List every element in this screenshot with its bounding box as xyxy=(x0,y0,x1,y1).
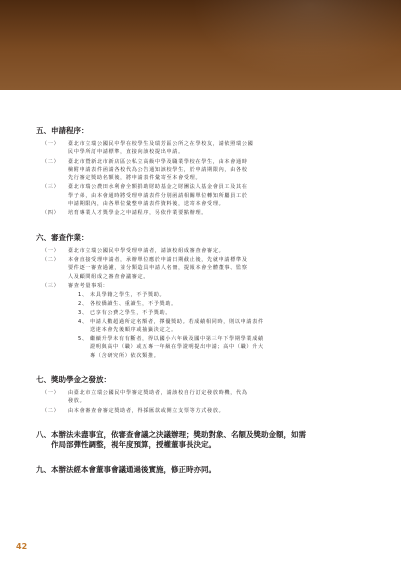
sub-list-item xyxy=(78,309,366,317)
list-item xyxy=(36,209,366,217)
sub-item-number: 4、 xyxy=(78,318,88,325)
section-6-list xyxy=(36,247,366,360)
list-item xyxy=(36,158,366,183)
list-item xyxy=(36,407,366,415)
list-item xyxy=(36,282,366,290)
sub-item-text: 各校僑讀生、重讀生，不予獎助。 xyxy=(90,301,177,308)
item-text: 由本會審查會審定獎助者，得採匯款或開立支票等方式發放。 xyxy=(68,407,225,414)
item-text: 臺北市瑞公農田水利會全額捐助財助基金之財團法人基金會員工及其在 學子弟，由本會通時將受理申請表件分別函請相關單位轉知所屬員工於 申請期限內，由各單位彙整申請表件資料後，送寄本會受理。 xyxy=(68,184,248,208)
item-text: 審查考量事項： xyxy=(68,282,109,289)
document-body xyxy=(36,126,366,479)
section-5-heading: 五、申請程序： xyxy=(36,126,89,135)
sub-item-number: 1、 xyxy=(78,292,88,299)
item-text: 臺北市立瑞公國民中學在校學生及瑞芳區公所之在學校友，請依照瑞公國 民中學所訂申請標準，直接向該校提出申請。 xyxy=(68,141,254,156)
section-6-heading: 六、審查作業： xyxy=(36,232,89,242)
sub-item-text: 繼續升學未有有斷者，得以國小六年級及國中第三年下學期學業成績 證明與高中（職）或五專一年級在學證明提出申請；高中（職）升大 專（含研究所）依次類推。 xyxy=(90,336,264,359)
item-number: （二） xyxy=(42,158,60,165)
section-9-heading: 九、本辦法經本會董事會議通過後實施，修正時亦同。 xyxy=(36,464,216,474)
item-number: （二） xyxy=(42,256,60,263)
item-text: 臺北市暨新北市新店區公私立高級中學及職業學校在學生，由本會通時 檢附申請表件函請各校代為公告通知該校學生，於申請期限內，由各校 先行審定獎助名額後，將申請表件彙寄至本會受理。 xyxy=(68,158,248,182)
item-text: 培育專業人才獎學金之申請程序，另依作業要點辦理。 xyxy=(68,210,208,217)
sub-item-text: 申請人數超過所定名額者，擇優獎助。若成績相同時，則以申請表件 送達本會先後順序或抽籤決定之。 xyxy=(90,318,264,334)
list-item xyxy=(36,183,366,208)
sub-list-item xyxy=(78,291,366,299)
list-item xyxy=(36,247,366,255)
header-band xyxy=(0,0,401,90)
section-5-list xyxy=(36,140,366,218)
sub-item-text: 未具學籍之學生，不予獎助。 xyxy=(90,292,166,299)
sub-list-item xyxy=(78,335,366,360)
item-number: （一） xyxy=(42,247,60,254)
sub-item-text: 已享有公費之學生，不予獎助。 xyxy=(90,309,172,316)
item-number: （三） xyxy=(42,184,60,191)
item-number: （四） xyxy=(42,210,60,217)
item-text: 本會直接受理申請者，承辦單位應於申請日期截止後，先就申請標準及 要件逐一審查過濾，並分類造具申請人名冊，提報本會全體董事、監察 人及顧問組成之審查會議審定。 xyxy=(68,256,248,280)
sub-item-number: 3、 xyxy=(78,309,88,316)
list-item xyxy=(36,389,366,406)
item-number: （二） xyxy=(42,407,60,414)
page-number: 42 xyxy=(16,542,28,551)
item-number: （一） xyxy=(42,141,60,147)
section-7-heading: 七、獎助學金之發放： xyxy=(36,374,111,384)
item-number: （三） xyxy=(42,282,60,289)
item-text: 臺北市立瑞公國民中學受理申請者，請該校組成審查會審定。 xyxy=(68,247,225,254)
section-7-list xyxy=(36,389,366,415)
item-number: （一） xyxy=(42,389,60,396)
list-item xyxy=(36,140,366,157)
sub-item-number: 2、 xyxy=(78,301,88,308)
list-item xyxy=(36,256,366,281)
item-text: 由臺北市立瑞公國民中學審定獎助者，請該校自行訂定發放時機，代為 發放。 xyxy=(68,389,248,405)
section-8-heading: 八、本辦法未盡事宜，依審查會議之決議辦理；獎助對象、名額及獎助金額，如需 作局部彈性調整，視年度預算，授權董事長決定。 xyxy=(36,429,306,449)
sub-list-item xyxy=(78,300,366,308)
sub-list-item xyxy=(78,318,366,335)
sub-item-number: 5、 xyxy=(78,336,88,343)
